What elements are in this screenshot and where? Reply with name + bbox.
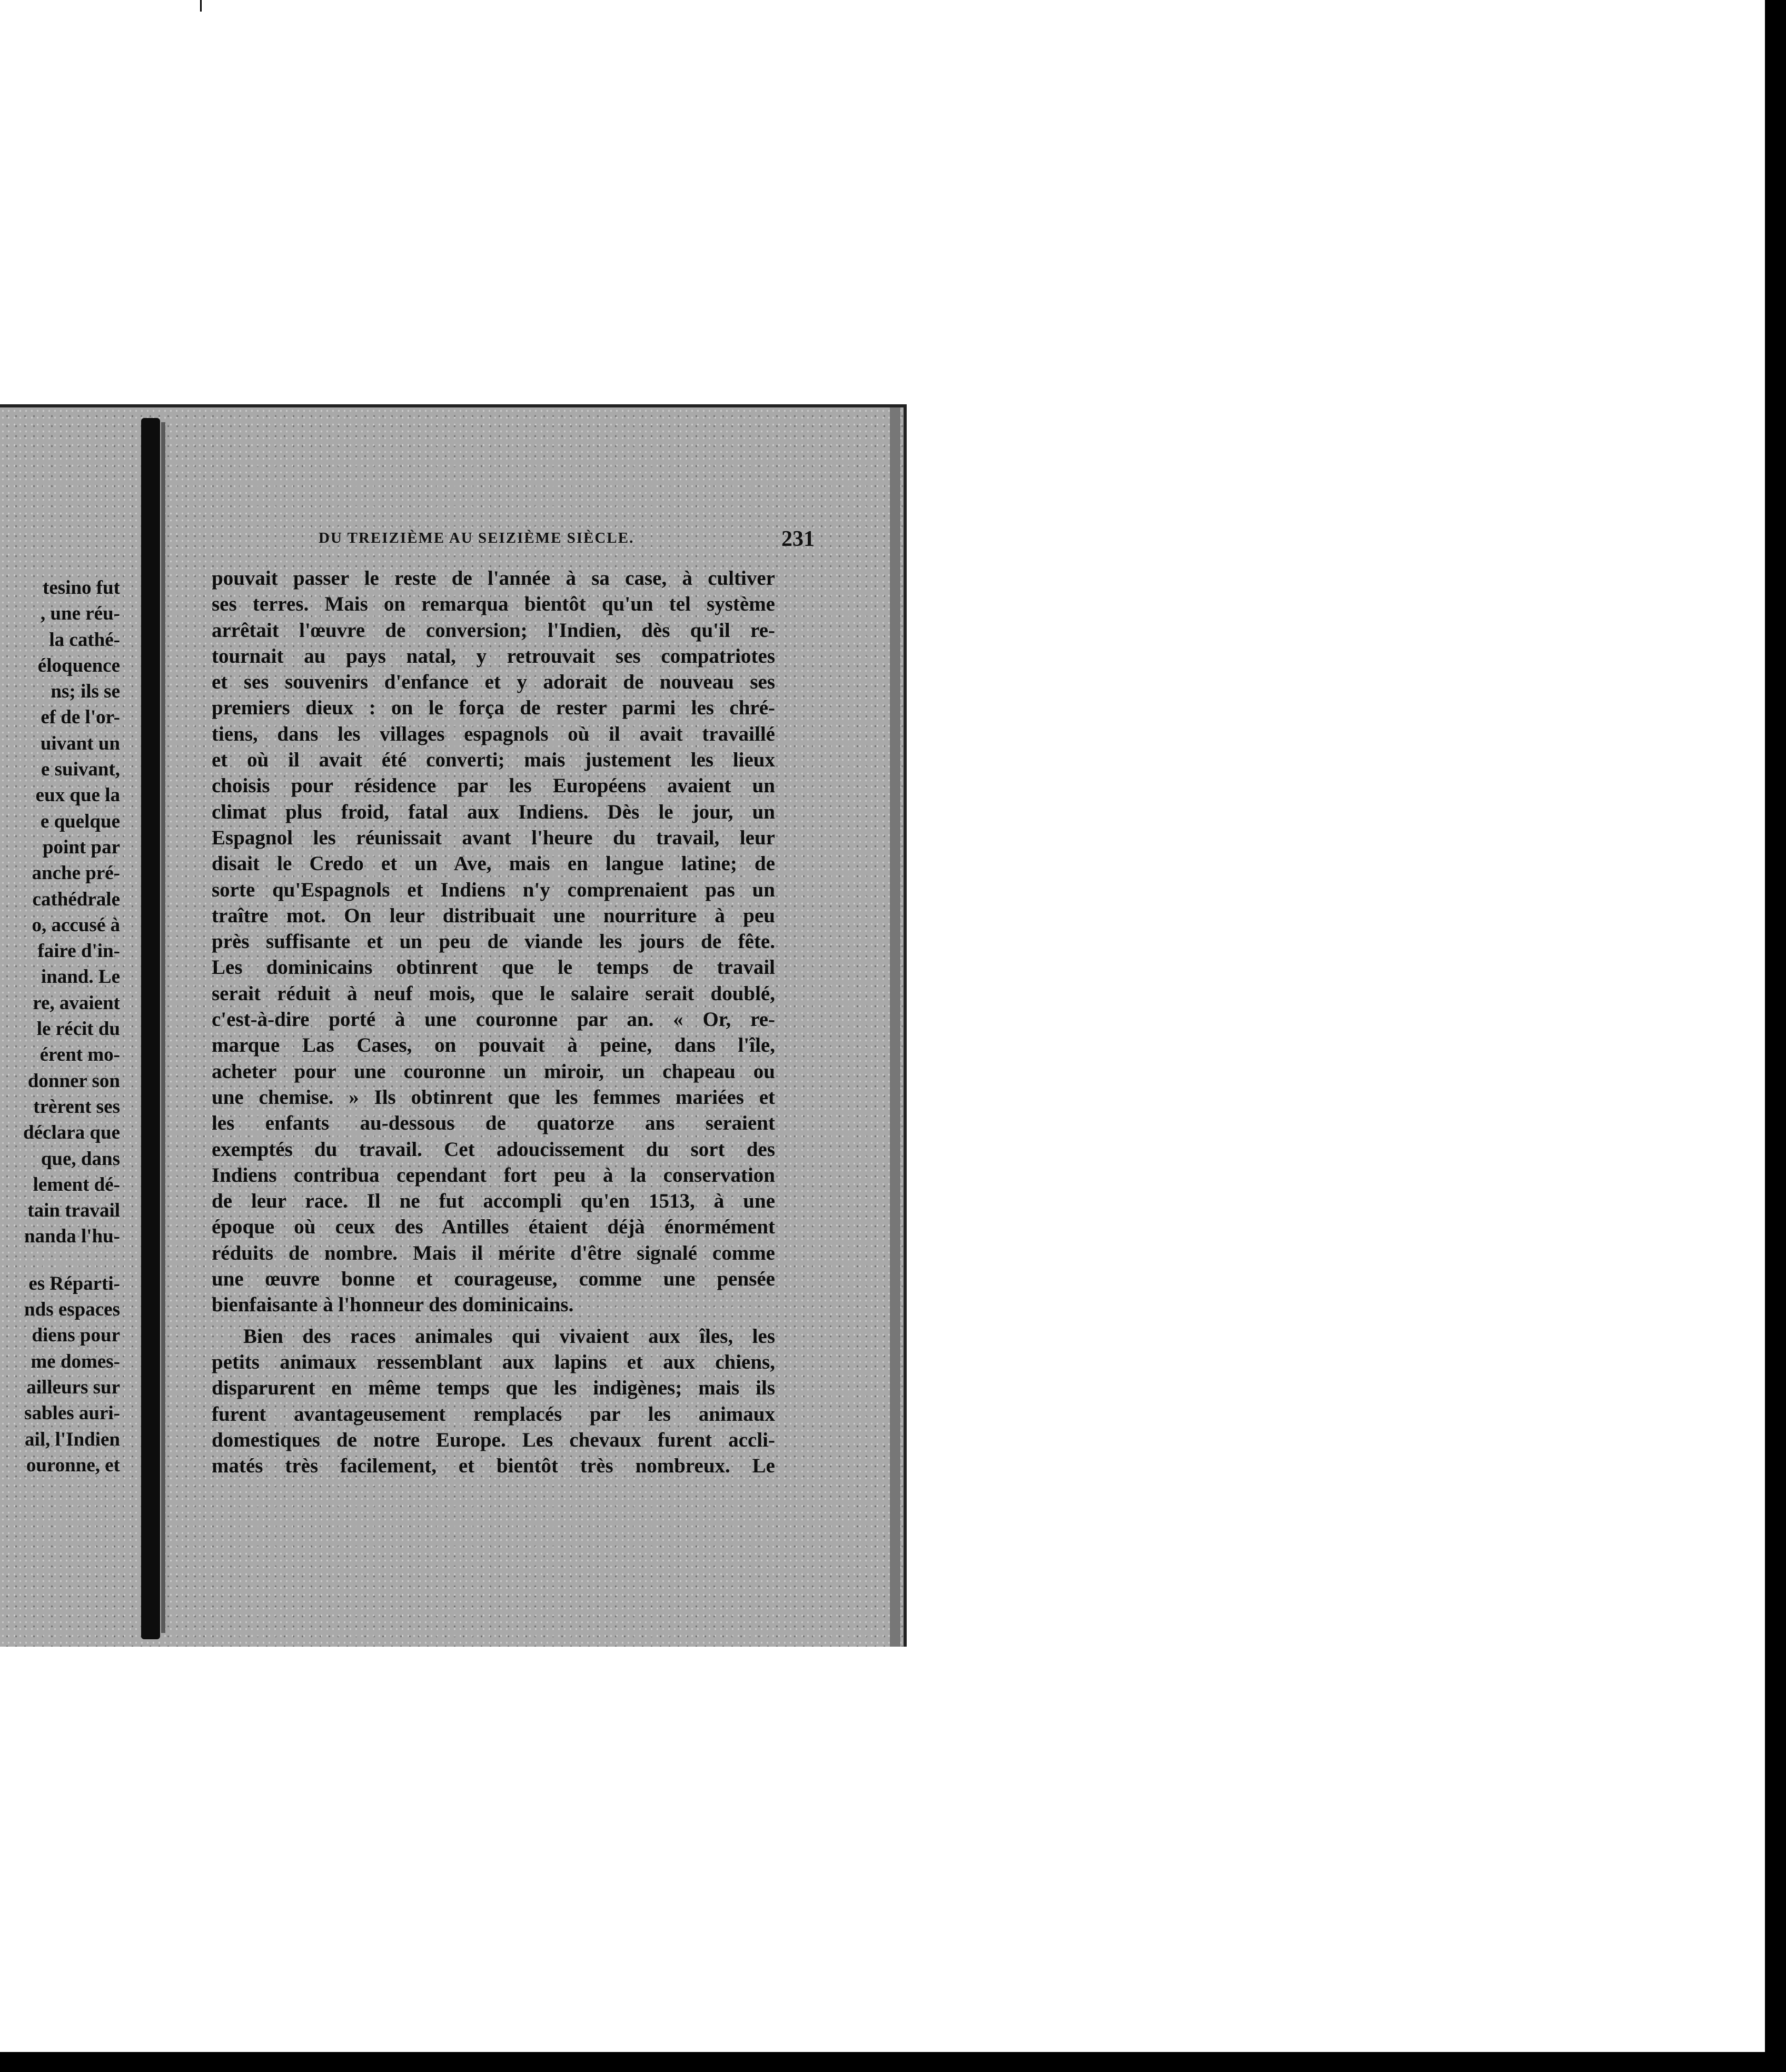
left-line: anche pré- (32, 862, 120, 884)
left-line: ouronne, et (26, 1454, 120, 1476)
text-line: petits animaux ressemblant aux lapins et aux chiens, (212, 1350, 775, 1373)
left-line: inand. Le (41, 966, 120, 988)
left-line: trèrent ses (33, 1095, 120, 1118)
left-line: ef de l'or- (41, 706, 120, 729)
left-facing-page (0, 407, 137, 1647)
left-line: tesino fut (43, 577, 120, 599)
left-line: tain travail (27, 1200, 120, 1222)
left-line: lement dé- (33, 1173, 120, 1196)
text-line: de leur race. Il ne fut accompli qu'en 1513, à une (212, 1190, 775, 1213)
left-line: ailleurs sur (26, 1376, 120, 1398)
scanned-book-spread (0, 404, 907, 1647)
text-line: Espagnol les réunissait avant l'heure du travail, leur (212, 826, 775, 849)
text-line: tiens, dans les villages espagnols où il avait travaillé (212, 722, 775, 745)
left-line: la cathé- (49, 629, 120, 651)
text-line: c'est-à-dire porté à une couronne par an. « Or, re- (212, 1008, 775, 1031)
left-line: cathédrale (32, 888, 120, 910)
text-line: près suffisante et un peu de viande les jours de fête. (212, 930, 775, 953)
text-line: matés très facilement, et bientôt très nombreux. Le (212, 1455, 775, 1478)
paragraph (212, 1323, 775, 1479)
book-gutter (141, 418, 160, 1639)
text-line: les enfants au-dessous de quatorze ans seraient (212, 1112, 775, 1135)
text-line: bienfaisante à l'honneur des dominicains. (212, 1293, 574, 1317)
left-line: éloquence (37, 654, 120, 676)
paragraph (212, 565, 775, 1318)
text-line: sorte qu'Espagnols et Indiens n'y comprenaient pas un (212, 878, 775, 901)
left-line: point par (42, 836, 120, 858)
left-line: déclara que (23, 1122, 120, 1144)
left-line: que, dans (41, 1148, 120, 1170)
text-line: ses terres. Mais on remarqua bientôt qu'un tel système (212, 593, 775, 616)
text-line: et ses souvenirs d'enfance et y adorait de nouveau ses (212, 671, 775, 694)
running-head (319, 526, 815, 553)
text-line: premiers dieux : on le força de rester parmi les chré- (212, 696, 775, 720)
film-frame-bottom (0, 2052, 1786, 2072)
text-line: exemptés du travail. Cet adoucissement du sort des (212, 1138, 775, 1161)
left-line: diens pour (32, 1324, 120, 1347)
left-line: re, avaient (33, 992, 120, 1014)
text-line: domestiques de notre Europe. Les chevaux furent accli- (212, 1428, 775, 1451)
text-line: Indiens contribua cependant fort peu à la conservation (212, 1163, 775, 1187)
left-line: e suivant, (41, 759, 120, 781)
gutter-highlight (161, 422, 165, 1633)
film-frame-right (1765, 0, 1786, 2072)
text-line: et où il avait été converti; mais justement les lieux (212, 749, 775, 772)
page-number: 231 (781, 527, 815, 551)
text-line: serait réduit à neuf mois, que le salaire serait doublé, (212, 982, 775, 1005)
left-page-text (0, 575, 120, 1478)
left-line: es Réparti- (28, 1272, 120, 1294)
text-line: une chemise. » Ils obtinrent que les femmes mariées et (212, 1085, 775, 1109)
text-line: une œuvre bonne et courageuse, comme une pensée (212, 1268, 775, 1291)
left-line: ail, l'Indien (25, 1428, 120, 1450)
text-line: réduits de nombre. Mais il mérite d'être signalé comme (212, 1241, 775, 1264)
page-edge (890, 407, 900, 1647)
film-edge-mark (200, 0, 202, 12)
left-line: eux que la (35, 784, 120, 806)
left-line: uivant un (40, 732, 120, 754)
text-line: arrêtait l'œuvre de conversion; l'Indien, dès qu'il re- (212, 619, 775, 642)
text-line: Bien des races animales qui vivaient aux îles, les (243, 1324, 775, 1348)
text-line: furent avantageusement remplacés par les animaux (212, 1402, 775, 1426)
left-line: e quelque (40, 810, 120, 832)
left-line: nds espaces (24, 1299, 120, 1321)
text-line: climat plus froid, fatal aux Indiens. Dès le jour, un (212, 800, 775, 823)
left-line: le récit du (36, 1018, 120, 1040)
text-line: traître mot. On leur distribuait une nourriture à peu (212, 904, 775, 927)
text-line: pouvait passer le reste de l'année à sa case, à cultiver (212, 567, 775, 590)
text-line: tournait au pays natal, y retrouvait ses compatriotes (212, 644, 775, 668)
text-line: disparurent en même temps que les indigènes; mais ils (212, 1377, 775, 1400)
text-line: disait le Credo et un Ave, mais en langue latine; de (212, 852, 775, 875)
left-line: érent mo- (39, 1044, 120, 1066)
left-line: ns; ils se (51, 681, 120, 703)
text-line: choisis pour résidence par les Européens avaient un (212, 774, 775, 798)
left-line: faire d'in- (37, 940, 120, 962)
left-line: nanda l'hu- (24, 1226, 120, 1248)
left-line: donner son (27, 1070, 120, 1092)
text-line: époque où ceux des Antilles étaient déjà énormément (212, 1216, 775, 1239)
left-line: , une réu- (40, 603, 120, 625)
left-line: sables auri- (24, 1402, 120, 1424)
right-page (168, 407, 890, 1647)
left-line: o, accusé à (32, 914, 120, 936)
text-line: marque Las Cases, on pouvait à peine, dans l'île, (212, 1034, 775, 1057)
left-line: me domes- (31, 1350, 120, 1372)
body-text (212, 565, 775, 1479)
text-line: Les dominicains obtinrent que le temps de travail (212, 956, 775, 979)
running-head-title: DU TREIZIÈME AU SEIZIÈME SIÈCLE. (319, 530, 634, 546)
text-line: acheter pour une couronne un miroir, un chapeau ou (212, 1060, 775, 1083)
